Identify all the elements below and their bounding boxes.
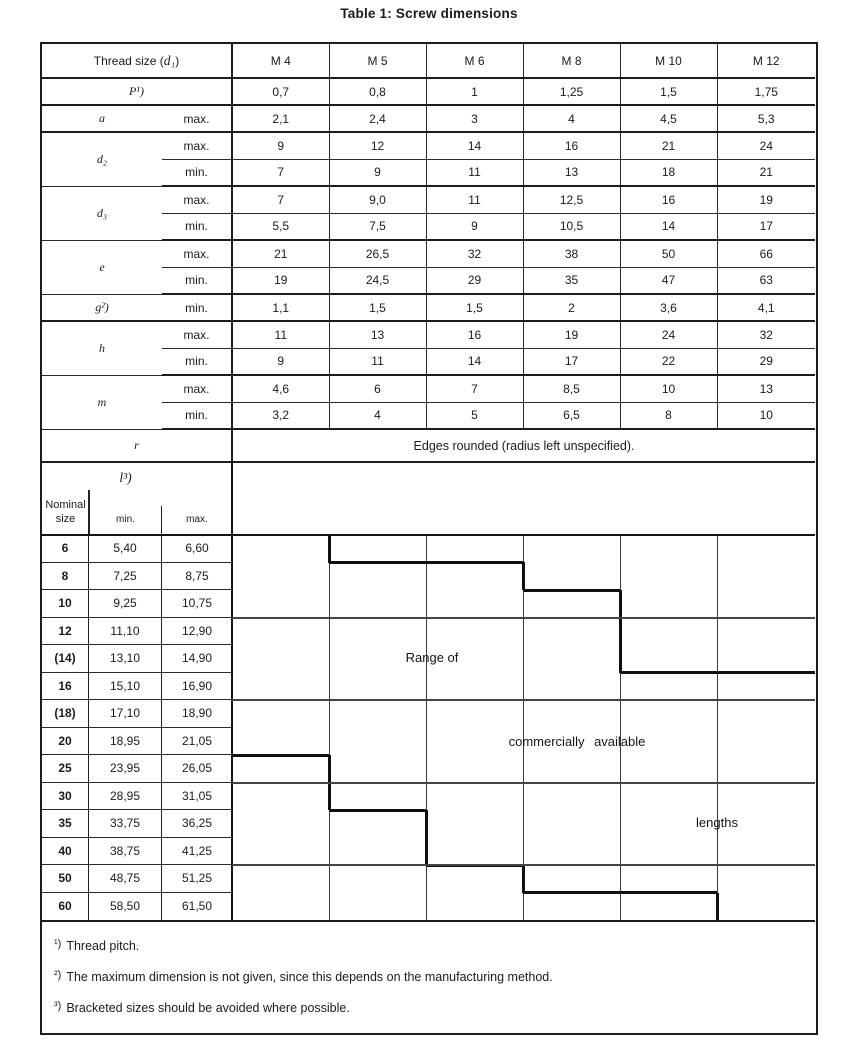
row-a	[42, 105, 815, 132]
min-cell: 18,95	[89, 728, 162, 755]
col-header-m8: M 8	[523, 44, 620, 78]
cell: 9	[232, 348, 329, 375]
limit-label: max.	[162, 240, 232, 267]
limit-label: max.	[162, 375, 232, 402]
cell: 22	[620, 348, 717, 375]
cell: 24	[717, 132, 815, 159]
lengths-section	[42, 462, 815, 920]
footnotes	[42, 920, 815, 1032]
cell: 11	[329, 348, 426, 375]
min-cell: 38,75	[89, 838, 162, 865]
cell: 0,8	[329, 78, 426, 105]
cell: 24	[620, 321, 717, 348]
length-row	[42, 810, 232, 838]
cell: 3,2	[232, 402, 329, 429]
cell: 4,5	[620, 105, 717, 132]
cell: 3	[426, 105, 523, 132]
min-cell: 17,10	[89, 700, 162, 727]
symbol-a: a	[42, 105, 162, 132]
cell: 29	[426, 267, 523, 294]
cell: 66	[717, 240, 815, 267]
staircase-segment	[329, 809, 426, 812]
limit-label: min.	[162, 294, 232, 321]
nominal-cell: 50	[42, 865, 89, 892]
cell: 19	[232, 267, 329, 294]
column-line	[717, 535, 718, 920]
footnote-2: ²) The maximum dimension is not given, since this depends on the manufacturing method.	[54, 969, 553, 984]
cell: 7	[232, 186, 329, 213]
min-cell: 11,10	[89, 618, 162, 645]
max-cell: 8,75	[185, 568, 209, 583]
cell: 19	[717, 186, 815, 213]
max-cell: 61,50	[181, 899, 213, 914]
limit-label: min.	[162, 159, 232, 186]
min-cell: 28,95	[89, 783, 162, 810]
cell: 12,5	[523, 186, 620, 213]
cell: 7	[426, 375, 523, 402]
table-title: Table 1: Screw dimensions	[340, 6, 518, 21]
length-row	[42, 783, 232, 811]
cell: 17	[523, 348, 620, 375]
cell: 8	[620, 402, 717, 429]
length-row	[42, 590, 232, 618]
min-cell: 33,75	[89, 810, 162, 837]
group-line	[232, 699, 815, 701]
cell: 35	[523, 267, 620, 294]
max-cell: 10,75	[181, 596, 213, 611]
row-d2-max	[42, 132, 815, 159]
max-cell: 14,90	[181, 651, 213, 666]
cell: 14	[620, 213, 717, 240]
cell: 5,5	[232, 213, 329, 240]
length-row	[42, 700, 232, 728]
length-row	[42, 535, 232, 563]
cell: 13	[329, 321, 426, 348]
cell: 21	[620, 132, 717, 159]
symbol-e: e	[42, 240, 162, 294]
row-m-max	[42, 375, 815, 402]
cell: 6	[329, 375, 426, 402]
cell: 21	[232, 240, 329, 267]
cell: 8,5	[523, 375, 620, 402]
cell: 9	[426, 213, 523, 240]
col-header-m12: M 12	[717, 44, 815, 78]
cell: 18	[620, 159, 717, 186]
footnote-3: ³) Bracketed sizes should be avoided where possible.	[54, 1000, 350, 1015]
cell: 9	[329, 159, 426, 186]
cell: 3,6	[620, 294, 717, 321]
cell: 1,5	[426, 294, 523, 321]
cell: 1,25	[523, 78, 620, 105]
cell: 47	[620, 267, 717, 294]
cell: 11	[426, 159, 523, 186]
min-cell: 15,10	[89, 673, 162, 700]
cell: 11	[426, 186, 523, 213]
nominal-cell: 35	[42, 810, 89, 837]
max-cell: 6,60	[185, 541, 209, 556]
symbol-r: r	[42, 429, 232, 462]
column-line	[523, 535, 524, 920]
row-r	[42, 429, 815, 462]
nominal-cell: 20	[42, 728, 89, 755]
staircase-segment	[716, 893, 719, 921]
cell: 29	[717, 348, 815, 375]
divider	[161, 506, 162, 535]
nominal-cell: (14)	[42, 645, 89, 672]
cell: 13	[717, 375, 815, 402]
r-note: Edges rounded (radius left unspecified).	[232, 429, 815, 462]
staircase-segment	[523, 589, 620, 592]
min-column-label: min.	[116, 514, 135, 525]
cell: 21	[717, 159, 815, 186]
col-header-m6: M 6	[426, 44, 523, 78]
cell: 14	[426, 132, 523, 159]
staircase-segment	[619, 590, 622, 673]
cell: 10	[717, 402, 815, 429]
max-cell: 41,25	[181, 843, 213, 858]
cell: 10	[620, 375, 717, 402]
cell: 38	[523, 240, 620, 267]
limit-label: min.	[162, 267, 232, 294]
nominal-cell: 12	[42, 618, 89, 645]
divider	[88, 490, 90, 535]
footnote-1: ¹) Thread pitch.	[54, 938, 140, 953]
max-cell: 18,90	[181, 706, 213, 721]
limit-label: max.	[162, 105, 232, 132]
cell: 17	[717, 213, 815, 240]
staircase-segment	[329, 561, 523, 564]
min-cell: 58,50	[89, 893, 162, 921]
availability-chart	[232, 462, 815, 920]
length-row	[42, 755, 232, 783]
min-cell: 48,75	[89, 865, 162, 892]
limit-label: min.	[162, 348, 232, 375]
cell: 26,5	[329, 240, 426, 267]
group-line	[232, 782, 815, 784]
symbol-d2: d₂	[42, 132, 162, 186]
length-row	[42, 728, 232, 756]
cell: 13	[523, 159, 620, 186]
cell: 5,3	[717, 105, 815, 132]
max-cell: 26,05	[181, 761, 213, 776]
staircase-segment	[523, 891, 717, 894]
max-cell: 31,05	[181, 788, 213, 803]
length-row	[42, 865, 232, 893]
header-row	[42, 44, 815, 78]
nominal-cell: 8	[42, 563, 89, 590]
max-cell: 21,05	[181, 733, 213, 748]
cell: 32	[426, 240, 523, 267]
row-P	[42, 78, 815, 105]
cell: 6,5	[523, 402, 620, 429]
group-line	[232, 864, 815, 866]
length-row	[42, 838, 232, 866]
cell: 16	[523, 132, 620, 159]
length-row	[42, 673, 232, 701]
cell: 0,7	[232, 78, 329, 105]
cell: 5	[426, 402, 523, 429]
staircase-segment	[522, 562, 525, 590]
nominal-cell: (18)	[42, 700, 89, 727]
cell: 1	[426, 78, 523, 105]
thread-size-header: Thread size (d₁)	[42, 44, 232, 78]
cell: 9,0	[329, 186, 426, 213]
cell: 4,6	[232, 375, 329, 402]
lengths-header	[42, 462, 232, 535]
cell: 16	[620, 186, 717, 213]
row-g	[42, 294, 815, 321]
cell: 2	[523, 294, 620, 321]
min-cell: 23,95	[89, 755, 162, 782]
symbol-P: P¹)	[42, 78, 232, 105]
col-header-m10: M 10	[620, 44, 717, 78]
cell: 24,5	[329, 267, 426, 294]
limit-label: max.	[162, 186, 232, 213]
cell: 2,4	[329, 105, 426, 132]
symbol-h: h	[42, 321, 162, 375]
cell: 7,5	[329, 213, 426, 240]
nominal-cell: 16	[42, 673, 89, 700]
cell: 1,5	[329, 294, 426, 321]
cell: 7	[232, 159, 329, 186]
symbol-l: l³)	[119, 470, 132, 485]
row-h-max	[42, 321, 815, 348]
cell: 1,5	[620, 78, 717, 105]
cell: 9	[232, 132, 329, 159]
nominal-cell: 10	[42, 590, 89, 617]
max-cell: 36,25	[181, 816, 213, 831]
cell: 1,75	[717, 78, 815, 105]
cell: 2,1	[232, 105, 329, 132]
row-e-max	[42, 240, 815, 267]
nominal-rows	[42, 535, 232, 920]
dimensions-table	[42, 44, 815, 463]
cell: 32	[717, 321, 815, 348]
col-header-m5: M 5	[329, 44, 426, 78]
min-cell: 5,40	[89, 535, 162, 562]
max-cell: 12,90	[181, 623, 213, 638]
cell: 14	[426, 348, 523, 375]
symbol-g: g²)	[42, 294, 162, 321]
cell: 16	[426, 321, 523, 348]
range-annotation-2: commercially available	[508, 734, 646, 749]
cell: 4	[329, 402, 426, 429]
cell: 19	[523, 321, 620, 348]
section-line	[42, 534, 815, 537]
nominal-cell: 6	[42, 535, 89, 562]
range-annotation-3: lengths	[696, 815, 738, 830]
row-d3-max	[42, 186, 815, 213]
limit-label: max.	[162, 321, 232, 348]
max-cell: 16,90	[181, 678, 213, 693]
cell: 4,1	[717, 294, 815, 321]
length-row	[42, 563, 232, 591]
cell: 12	[329, 132, 426, 159]
nominal-cell: 25	[42, 755, 89, 782]
col-header-m4: M 4	[232, 44, 329, 78]
limit-label: min.	[162, 402, 232, 429]
column-line	[329, 535, 330, 920]
min-cell: 7,25	[89, 563, 162, 590]
symbol-m: m	[42, 375, 162, 429]
cell: 10,5	[523, 213, 620, 240]
range-annotation-1: Range of	[405, 650, 459, 665]
max-cell: 51,25	[181, 871, 213, 886]
length-row	[42, 645, 232, 673]
cell: 1,1	[232, 294, 329, 321]
nominal-size-label: Nominal size	[45, 499, 86, 525]
limit-label: max.	[162, 132, 232, 159]
table-frame	[40, 42, 818, 1035]
limit-label: min.	[162, 213, 232, 240]
staircase-segment	[522, 865, 525, 893]
staircase-segment	[620, 671, 815, 674]
nominal-cell: 40	[42, 838, 89, 865]
staircase-segment	[328, 535, 331, 563]
cell: 63	[717, 267, 815, 294]
length-row	[42, 618, 232, 646]
length-row	[42, 893, 232, 921]
symbol-d3: d₃	[42, 186, 162, 240]
min-cell: 9,25	[89, 590, 162, 617]
nominal-cell: 60	[42, 893, 89, 921]
cell: 11	[232, 321, 329, 348]
cell: 4	[523, 105, 620, 132]
cell: 50	[620, 240, 717, 267]
staircase-segment	[425, 810, 428, 865]
max-column-label: max.	[186, 514, 208, 525]
nominal-cell: 30	[42, 783, 89, 810]
group-line	[232, 617, 815, 619]
min-cell: 13,10	[89, 645, 162, 672]
staircase-segment	[232, 754, 329, 757]
